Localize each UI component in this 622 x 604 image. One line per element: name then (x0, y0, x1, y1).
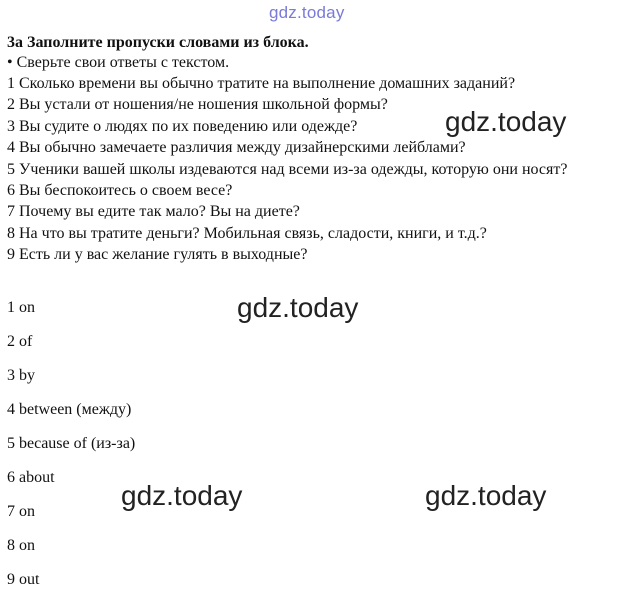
exercise-heading: 3a Заполните пропуски словами из блока. (7, 34, 309, 51)
questions-list (7, 73, 617, 266)
answer-item: 8 on (7, 537, 35, 554)
question-item: 1 Сколько времени вы обычно тратите на выполнение домашних заданий? (7, 75, 516, 92)
watermark: gdz.today (121, 480, 243, 511)
question-item: 7 Почему вы едите так мало? Вы на диете? (7, 203, 300, 221)
exercise-instruction: • Сверьте свои ответы с текстом. (7, 54, 230, 71)
answer-item: 6 about (7, 469, 55, 486)
answer-item: 2 of (7, 333, 33, 350)
question-item: 2 Вы устали от ношения/не ношения школьной формы? (7, 96, 388, 114)
question-item: 6 Вы беспокоитесь о своем весе? (7, 182, 233, 200)
answers-list (7, 298, 135, 604)
answer-item: 4 between (между) (7, 401, 132, 418)
answer-item: 9 out (7, 571, 40, 588)
question-item: 3 Вы судите о людях по их поведению или одежде? (7, 117, 358, 135)
watermark: gdz.today (445, 106, 567, 137)
watermark: gdz.today (425, 480, 547, 511)
watermark-top: gdz.today (269, 3, 345, 22)
question-item: 8 На что вы тратите деньги? Мобильная связь, сладости, книги, и т.д.? (7, 224, 487, 242)
question-item: 4 Вы обычно замечаете различия между дизайнерскими лейблами? (7, 139, 466, 157)
answer-item: 5 because of (из-за) (7, 435, 136, 452)
answer-item: 1 on (7, 299, 35, 316)
question-item: 5 Ученики вашей школы издеваются над всеми из-за одежды, которую они носят? (7, 160, 568, 178)
answer-item: 3 by (7, 367, 35, 384)
answer-item: 7 on (7, 503, 35, 520)
watermark: gdz.today (237, 292, 359, 323)
question-item: 9 Есть ли у вас желание гулять в выходные? (7, 246, 308, 264)
